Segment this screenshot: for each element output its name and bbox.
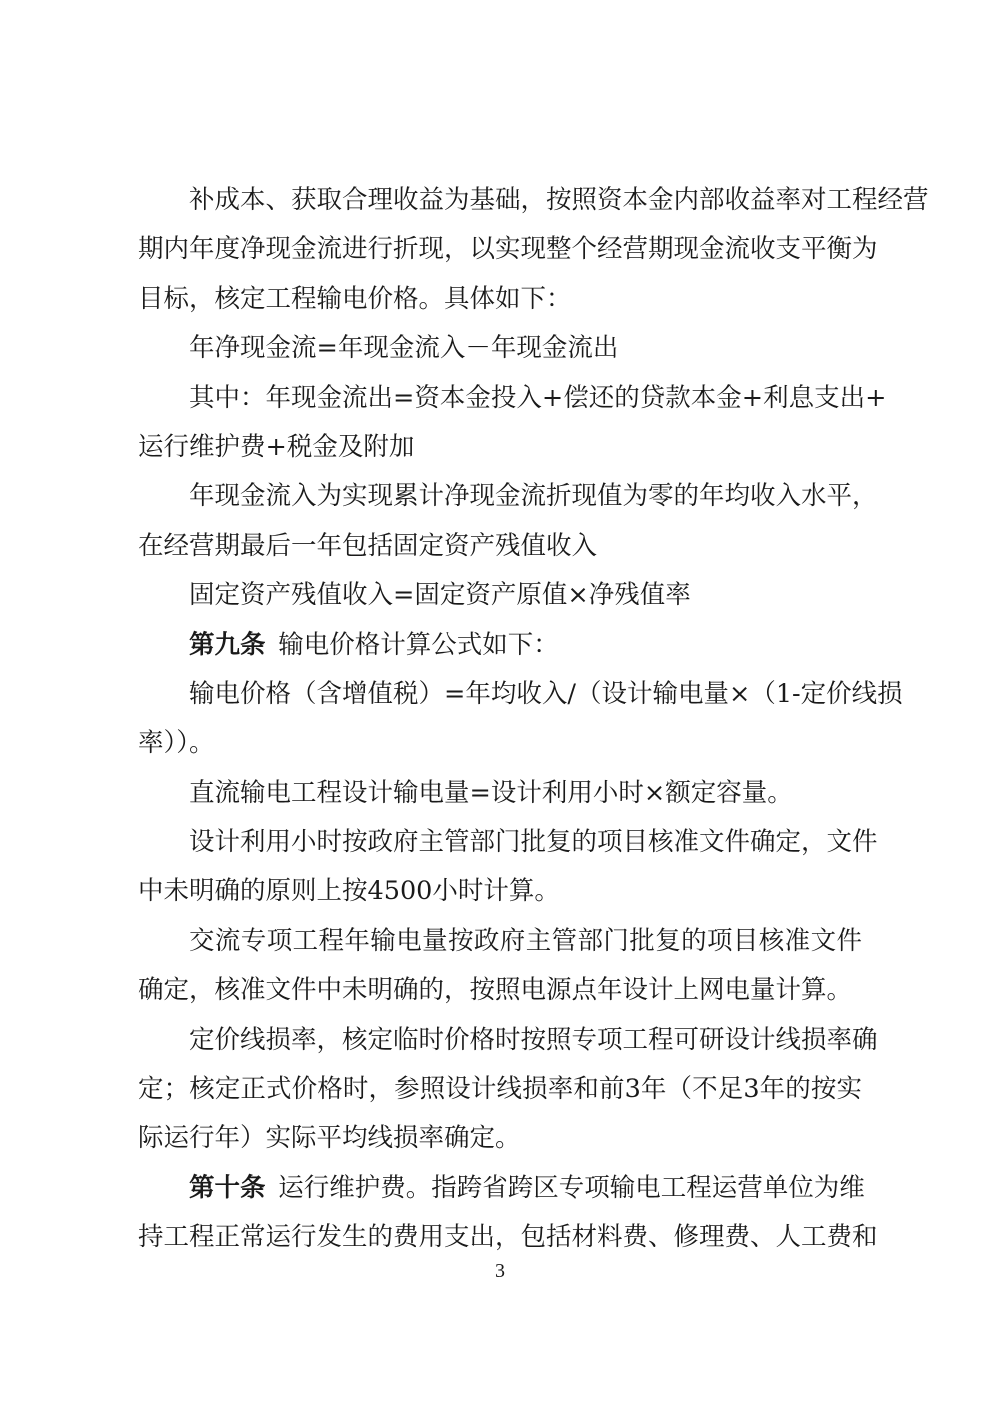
text-line [138,324,862,373]
page-number: 3 [495,1260,505,1282]
text-line [138,423,862,472]
line-text: 其中：年现金流出=资本金投入+偿还的贷款本金+利息支出+ [189,382,887,413]
line-text: 补成本、获取合理收益为基础，按照资本金内部收益率对工程经营 [189,185,929,215]
text-line [138,670,903,719]
line-text: 确定，核准文件中未明确的，按照电源点年设计上网电量计算。 [138,975,853,1006]
line-text: 交流专项工程年输电量按政府主管部门批复的项目核准文件 [189,925,862,956]
text-line [138,769,862,818]
line-text: 设计利用小时按政府主管部门批复的项目核准文件确定，文件 [189,827,878,858]
line-text: 运行维护费+税金及附加 [138,431,415,462]
line-text: 定价线损率，核定临时价格时按照专项工程可研设计线损率确 [189,1024,878,1055]
text-line [138,966,862,1015]
line-text: 中未明确的原则上按4500小时计算。 [138,876,560,907]
text-line [138,571,862,620]
text-line [138,275,862,324]
line-text: 率））。 [138,728,215,759]
text-line [138,472,878,521]
text-line [138,867,862,916]
text-line [138,1114,862,1163]
line-text: 固定资产残值收入=固定资产原值×净残值率 [189,580,691,611]
line-text: 持工程正常运行发生的费用支出，包括材料费、修理费、人工费和 [138,1222,878,1253]
text-line [138,1065,862,1114]
article-heading: 第十条 [189,1172,279,1203]
line-text: 在经营期最后一年包括固定资产残值收入 [138,530,598,561]
text-line [138,1164,865,1213]
line-text: 定；核定正式价格时，参照设计线损率和前3年（不足3年的按实 [138,1074,862,1105]
line-text: 期内年度净现金流进行折现，以实现整个经营期现金流收支平衡为 [138,234,878,265]
line-text: 目标，核定工程输电价格。具体如下： [138,283,572,314]
text-line [138,1213,878,1262]
line-text: 年净现金流=年现金流入－年现金流出 [189,333,619,364]
line-text: 输电价格计算公式如下： [278,629,559,660]
line-text: 运行维护费。指跨省跨区专项输电工程运营单位为维 [278,1172,865,1203]
line-text: 输电价格（含增值税）=年均收入/（设计输电量×（1-定价线损 [189,678,903,709]
text-line [138,719,862,768]
text-line [138,374,887,423]
body-text [138,176,929,1263]
text-line [138,522,862,571]
text-line [138,176,929,225]
text-line [138,621,862,670]
text-line [138,1016,878,1065]
line-text: 年现金流入为实现累计净现金流折现值为零的年均收入水平， [189,481,878,512]
line-text: 际运行年）实际平均线损率确定。 [138,1123,521,1154]
text-line [138,917,862,966]
line-text: 直流输电工程设计输电量=设计利用小时×额定容量。 [189,777,793,808]
text-line [138,818,878,867]
text-line [138,225,878,274]
article-heading: 第九条 [189,629,279,660]
